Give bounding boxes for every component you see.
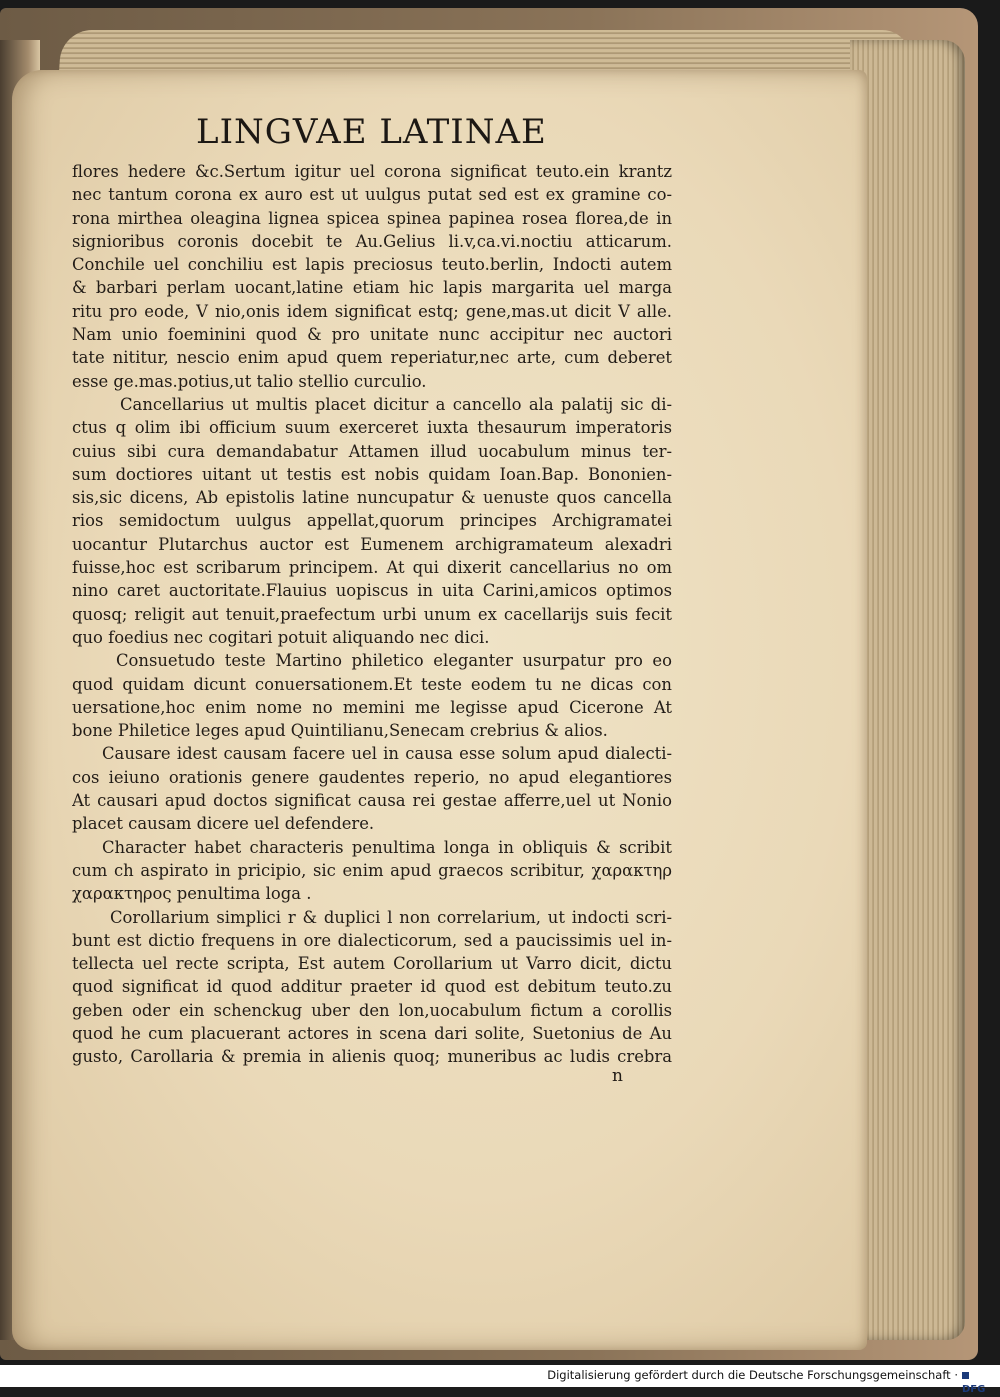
dfg-square-icon [962, 1372, 969, 1379]
text-line: rona mirthea oleagina lignea spicea spinea papinea rosea florea,de in [72, 208, 672, 228]
fore-edge-pages [850, 40, 965, 1340]
text-line: Character habet characteris penultima longa in obliquis & scribit [102, 837, 672, 857]
text-line: cos ieiuno orationis genere gaudentes reperio, no apud elegantiores [72, 767, 672, 787]
text-line: quo foedius nec cogitari potuit aliquando nec dici. [72, 627, 490, 647]
text-line: χαρακτηρος penultima loga . [72, 884, 312, 904]
text-line: cum ch aspirato in pricipio, sic enim apud graecos scribitur, χαρακτηρ [72, 860, 672, 880]
text-line: geben oder ein schenckug uber den lon,uocabulum fictum a corollis [72, 1000, 672, 1020]
text-line: placet causam dicere uel defendere. [72, 814, 375, 834]
signature-mark: n [612, 1066, 623, 1086]
body-text [72, 160, 672, 1069]
text-line: ritu pro eode, V nio,onis idem significat estq; gene,mas.ut dicit V alle. [72, 301, 672, 321]
text-line: Consuetudo teste Martino philetico eleganter usurpatur pro eo [116, 651, 672, 671]
text-line: uocantur Plutarchus auctor est Eumenem archigramateum alexadri [72, 534, 672, 554]
dfg-logo [962, 1369, 994, 1395]
text-line: sum doctiores uitant ut testis est nobis quidam Ioan.Bap. Bononien- [72, 464, 672, 484]
text-line: fuisse,hoc est scribarum principem. At qui dixerit cancellarius no om [72, 558, 672, 578]
text-line: flores hedere &c.Sertum igitur uel corona significat teuto.ein krantz [72, 162, 672, 181]
dfg-logo-text: DFG [962, 1384, 986, 1395]
text-line: quod significat id quod additur praeter id quod est debitum teuto.zu [72, 977, 672, 997]
text-line: & barbari perlam uocant,latine etiam hic lapis margarita uel marga [72, 278, 672, 298]
text-line: nec tantum corona ex auro est ut uulgus putat sed est ex gramine co- [72, 185, 672, 205]
text-line: Nam unio foeminini quod & pro unitate nunc accipitur nec auctori [72, 325, 672, 345]
text-line: cuius sibi cura demandabatur Attamen illud uocabulum minus ter- [72, 441, 672, 461]
text-line: rios semidoctum uulgus appellat,quorum principes Archigramatei [72, 511, 672, 531]
text-line: quod he cum placuerant actores in scena dari solite, Suetonius de Au [72, 1023, 672, 1043]
text-line: gusto, Carollaria & premia in alienis quoq; muneribus ac ludis crebra [72, 1047, 672, 1067]
running-head: LINGVAE LATINAE [196, 112, 547, 152]
footer-bar [0, 1365, 1000, 1395]
text-line: Conchile uel conchiliu est lapis preciosus teuto.berlin, Indocti autem [72, 255, 672, 275]
text-line: signioribus coronis docebit te Au.Gelius li.v,ca.vi.noctiu atticarum. [72, 231, 672, 251]
text-line: Corollarium simplici r & duplici l non correlarium, ut indocti scri- [110, 907, 672, 927]
text-line: bone Philetice leges apud Quintilianu,Senecam crebrius & alios. [72, 721, 608, 741]
text-line: uersatione,hoc enim nome no memini me legisse apud Cicerone At [72, 697, 672, 717]
text-line: tellecta uel recte scripta, Est autem Corollarium ut Varro dicit, dictu [72, 954, 672, 974]
text-line: nino caret auctoritate.Flauius uopiscus in uita Carini,amicos optimos [72, 581, 672, 601]
text-line: bunt est dictio frequens in ore dialecticorum, sed a paucissimis uel in- [72, 930, 672, 950]
text-line: tate nititur, nescio enim apud quem reperiatur,nec arte, cum deberet [72, 348, 672, 368]
text-line: Causare idest causam facere uel in causa esse solum apud dialecti- [102, 744, 672, 764]
text-line: Cancellarius ut multis placet dicitur a cancello ala palatij sic di- [120, 394, 672, 414]
text-line: quosq; religit aut tenuit,praefectum urbi unum ex cacellarijs suis fecit [72, 604, 672, 624]
footer-credit: Digitalisierung gefördert durch die Deutsche Forschungsgemeinschaft · [547, 1368, 958, 1382]
text-line: ctus q olim ibi officium suum exerceret iuxta thesaurum imperatoris [72, 418, 672, 438]
text-line: sis,sic dicens, Ab epistolis latine nuncupatur & uenuste quos cancella [72, 488, 672, 508]
text-line: At causari apud doctos significat causa rei gestae afferre,uel ut Nonio [72, 791, 672, 811]
text-line: quod quidam dicunt conuersationem.Et teste eodem tu ne dicas con [72, 674, 672, 694]
text-line: esse ge.mas.potius,ut talio stellio curculio. [72, 371, 427, 391]
